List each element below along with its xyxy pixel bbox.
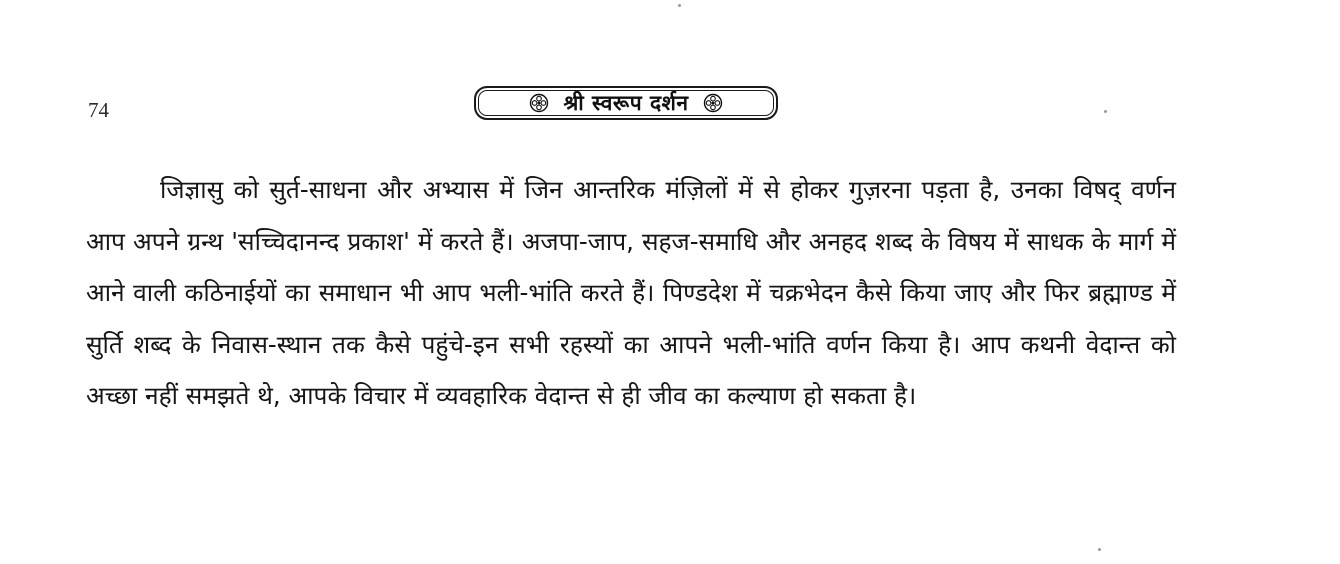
body-paragraph: जिज्ञासु को सुर्त-साधना और अभ्यास में जिन आन्तरिक मंज़िलों में से होकर गुज़रना पड़ता है, उनका विषद् वर्णन आप अपने ग्रन्थ 'सच्चिदानन्द प्रकाश' में करते हैं। अजपा-जाप, सहज-समाधि और अनहद शब्द के विषय में साधक के मार्ग में आने वाली कठिनाईयों का समाधान भी आप भली-भांति करते हैं। पिण्डदेश में चक्रभेदन कैसे किया जाए और फिर ब्रह्माण्ड में सुर्ति शब्द के निवास-स्थान तक कैसे पहुंचे-इन सभी रहस्यों का आपने भली-भांति वर्णन किया है। आप कथनी वेदान्त को अच्छा नहीं समझते थे, आपके विचार में व्यवहारिक वेदान्त से ही जीव का कल्याण हो सकता है। [86,175,1176,410]
scan-speck [1098,548,1101,551]
header-title: श्री स्वरूप दर्शन [563,91,689,115]
scan-speck [678,4,681,7]
scan-speck [1104,110,1107,113]
page-number: 74 [88,98,109,122]
running-header [474,86,778,120]
flower-icon [529,93,549,113]
flower-icon [703,93,723,113]
